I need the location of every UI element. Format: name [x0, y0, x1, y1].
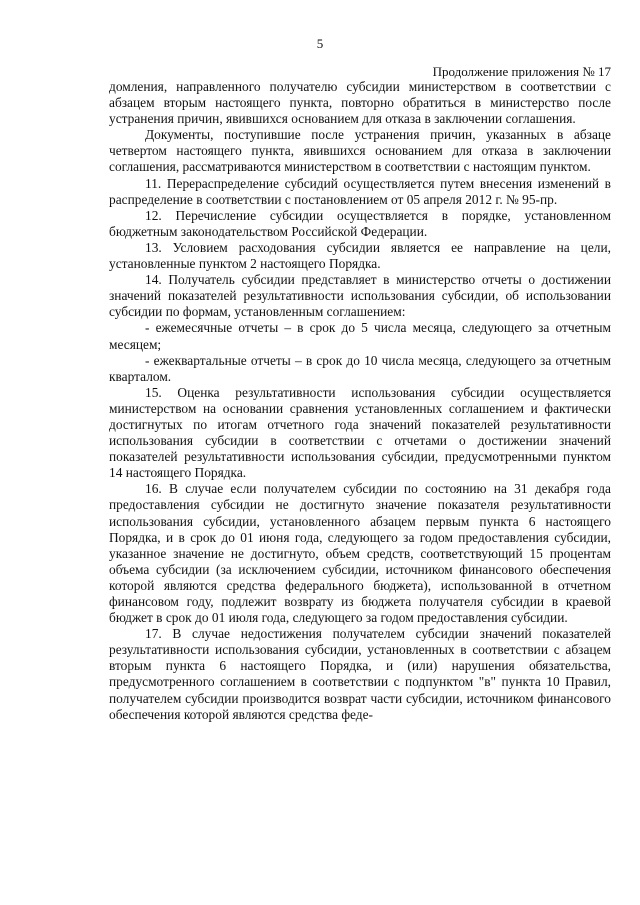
- document-body: [109, 79, 611, 723]
- page-number: 5: [316, 36, 324, 51]
- list-item-monthly-reports: - ежемесячные отчеты – в срок до 5 числа месяца, следующего за отчетным месяцем;: [109, 320, 611, 352]
- paragraph-continued: домления, направленного получателю субсидии министерством в соответствии с абзацем вторым настоящего пункта, повторно обратиться в министерство после устранения причин, явившихся основанием для отказа в заключении соглашения.: [109, 79, 611, 127]
- paragraph-14: 14. Получатель субсидии представляет в министерство отчеты о достижении значений показателей результативности использования субсидии, об использовании субсидии по формам, установленным соглашением:: [109, 272, 611, 320]
- paragraph-17: 17. В случае недостижения получателем субсидии значений показателей результативности использования субсидии, установленных в соответствии с абзацем вторым пункта 6 настоящего Порядка, и (или) нарушения обязательства, предусмотренного соглашением в соответствии с подпунктом "в" пункта 10 Правил, получателем субсидии производится возврат части субсидии, источником финансового обеспечения которой являются средства феде-: [109, 626, 611, 722]
- paragraph-15: 15. Оценка результативности использования субсидии осуществляется министерством на основании сравнения установленных соглашением и фактически достигнутых по итогам отчетного года значений показателей результативности использования субсидии в соответствии с отчетами о достижении значений показателей результативности использования субсидии, предусмотренными пунктом 14 настоящего Порядка.: [109, 384, 611, 481]
- paragraph-12: 12. Перечисление субсидии осуществляется в порядке, установленном бюджетным законодательством Российской Федерации.: [109, 207, 611, 239]
- paragraph-documents: Документы, поступившие после устранения причин, указанных в абзаце четвертом настоящего пункта, явившихся основанием для отказа в заключении соглашения, рассматриваются министерством в соответствии с настоящим пунктом.: [109, 127, 611, 175]
- paragraph-11: 11. Перераспределение субсидий осуществляется путем внесения изменений в распределение в соответствии с постановлением от 05 апреля 2012 г. № 95-пр.: [109, 175, 611, 207]
- list-item-quarterly-reports: - ежеквартальные отчеты – в срок до 10 числа месяца, следующего за отчетным кварталом.: [109, 352, 611, 384]
- paragraph-16: 16. В случае если получателем субсидии по состоянию на 31 декабря года предоставления субсидии не достигнуто значение показателя результативности использования субсидии, установленного абзацем первым пункта 6 настоящего Порядка, и в срок до 01 июня года, следующего за годом предоставления субсидии, указанное значение не достигнуто, объем средств, соответствующий 15 процентам объема субсидии (за исключением субсидии, источником финансового обеспечения которой являются средства федерального бюджета), использованной в отчетном финансовом году, подлежит возврату из бюджета получателя субсидии в краевой бюджет в срок до 01 июля года, следующего за годом предоставления субсидии.: [109, 481, 611, 626]
- appendix-continuation-label: Продолжение приложения № 17: [432, 64, 611, 79]
- paragraph-13: 13. Условием расходования субсидии является ее направление на цели, установленные пунктом 2 настоящего Порядка.: [109, 239, 611, 272]
